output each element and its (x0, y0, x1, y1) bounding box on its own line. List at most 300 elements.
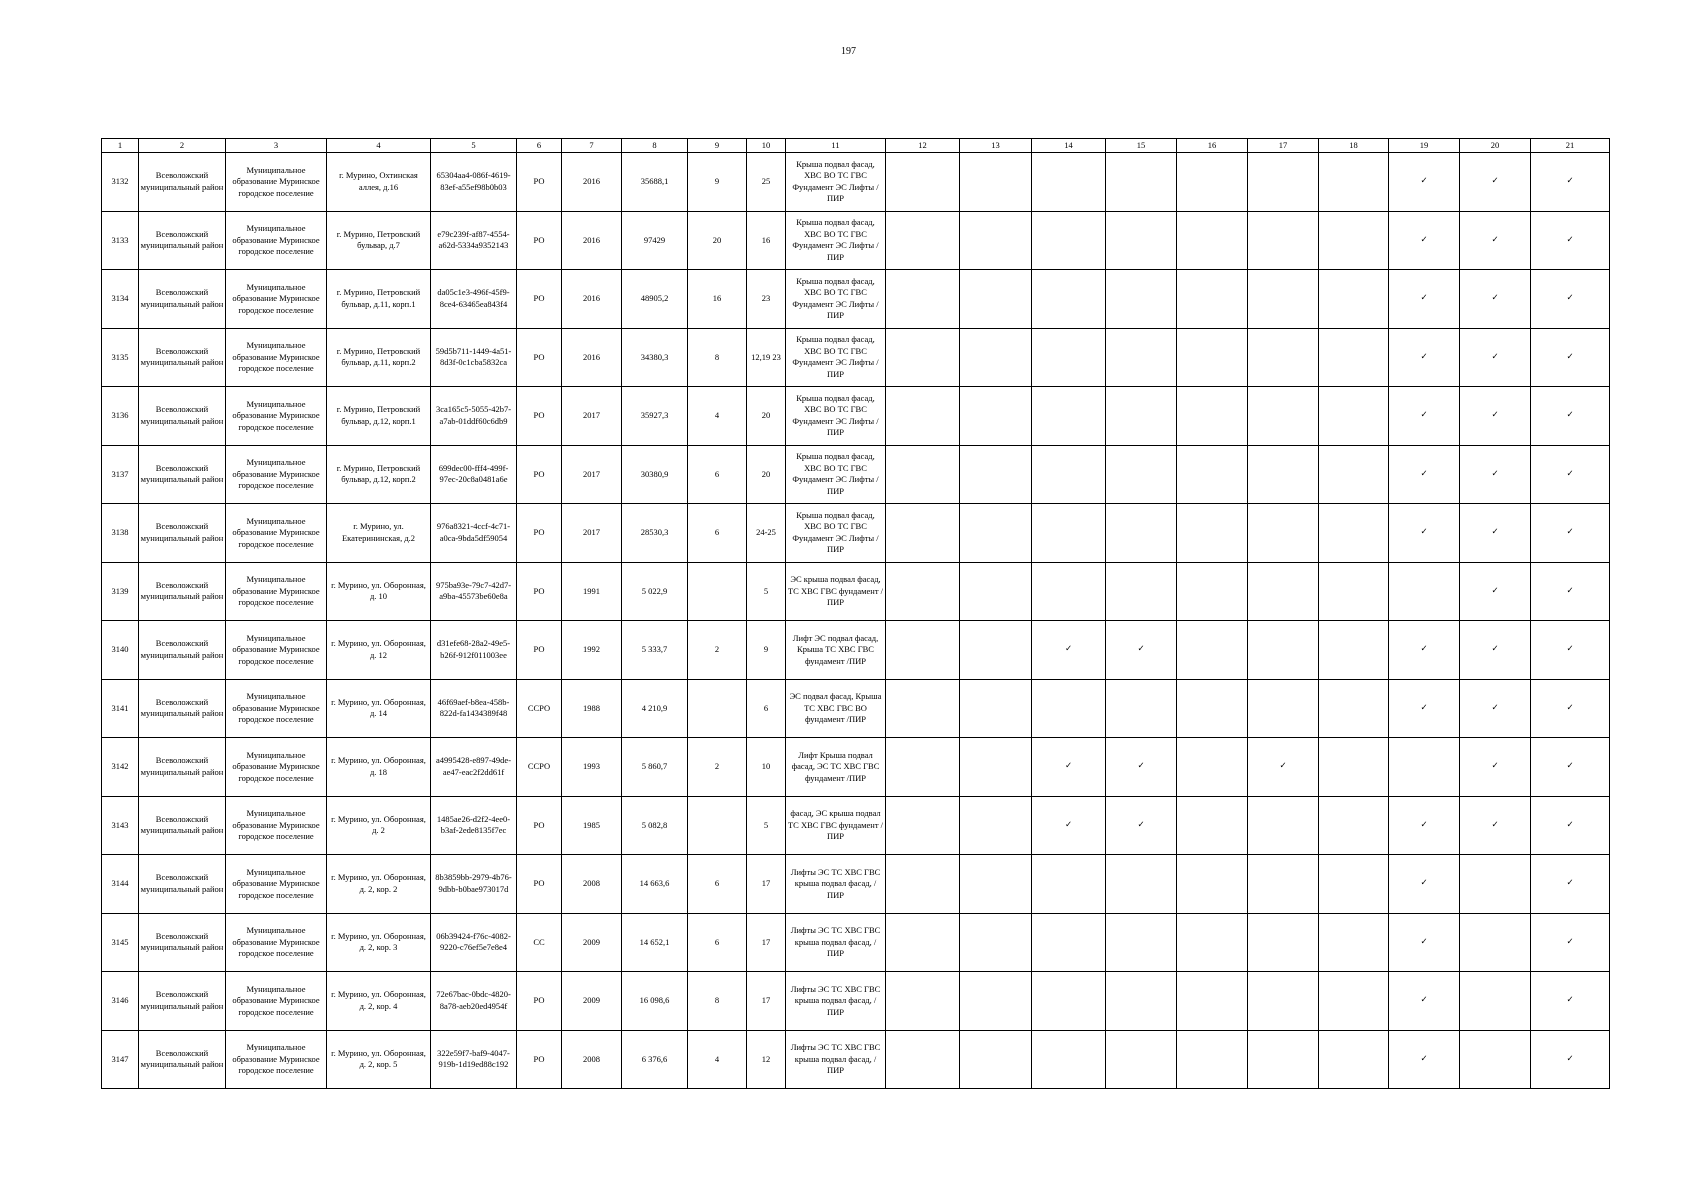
empty-cell (1177, 504, 1248, 563)
address-cell: г. Мурино, Петровский бульвар, д.11, корп.2 (327, 328, 431, 387)
empty-cell (886, 621, 960, 680)
guid-cell: 72e67bac-0bdc-4820-8a78-aeb20ed4954f (431, 972, 517, 1031)
empty-cell (1319, 328, 1389, 387)
guid-cell: 322e59f7-baf9-4047-919b-1d19ed88c192 (431, 1030, 517, 1089)
municipality-cell: Муниципальное образование Муринское городское поселение (226, 211, 327, 270)
area-cell: 6 376,6 (622, 1030, 688, 1089)
check-mark-icon: ✓ (1460, 328, 1531, 387)
empty-cell (1177, 1030, 1248, 1089)
table-row (102, 796, 1610, 855)
entrances-cell: 24-25 (747, 504, 786, 563)
empty-cell (1106, 153, 1177, 212)
guid-cell: e79c239f-af87-4554-a62d-5334a9352143 (431, 211, 517, 270)
empty-cell (960, 387, 1032, 446)
column-header: 16 (1177, 139, 1248, 153)
year-cell: 2009 (562, 972, 622, 1031)
municipality-cell: Муниципальное образование Муринское городское поселение (226, 270, 327, 329)
works-cell: Лифты ЭС ТС ХВС ГВС крыша подвал фасад, /ПИР (786, 1030, 886, 1089)
type-cell: РО (517, 211, 562, 270)
empty-cell (1319, 1030, 1389, 1089)
column-header: 19 (1389, 139, 1460, 153)
empty-cell (886, 1030, 960, 1089)
empty-cell (1106, 913, 1177, 972)
table-row (102, 328, 1610, 387)
column-header: 2 (139, 139, 226, 153)
row-id-cell: 3147 (102, 1030, 139, 1089)
column-header: 8 (622, 139, 688, 153)
type-cell: РО (517, 972, 562, 1031)
year-cell: 2009 (562, 913, 622, 972)
empty-cell (1177, 387, 1248, 446)
check-mark-icon: ✓ (1106, 621, 1177, 680)
district-cell: Всеволожский муниципальный район (139, 387, 226, 446)
row-id-cell: 3133 (102, 211, 139, 270)
guid-cell: 1485ae26-d2f2-4ee0-b3af-2ede8135f7ec (431, 796, 517, 855)
empty-cell (1319, 972, 1389, 1031)
empty-cell (1032, 855, 1106, 914)
empty-cell (1319, 621, 1389, 680)
district-cell: Всеволожский муниципальный район (139, 738, 226, 797)
empty-cell (1248, 796, 1319, 855)
empty-cell (1319, 738, 1389, 797)
empty-cell (1177, 855, 1248, 914)
entrances-cell: 23 (747, 270, 786, 329)
table-row (102, 972, 1610, 1031)
empty-cell (1177, 621, 1248, 680)
empty-cell (886, 387, 960, 446)
municipality-cell: Муниципальное образование Муринское городское поселение (226, 328, 327, 387)
empty-cell (1248, 1030, 1319, 1089)
table-row (102, 1030, 1610, 1089)
row-id-cell: 3146 (102, 972, 139, 1031)
column-header: 17 (1248, 139, 1319, 153)
check-mark-icon: ✓ (1531, 153, 1610, 212)
floors-cell: 4 (688, 1030, 747, 1089)
empty-cell (1177, 445, 1248, 504)
area-cell: 14 652,1 (622, 913, 688, 972)
municipality-cell: Муниципальное образование Муринское городское поселение (226, 387, 327, 446)
check-mark-icon: ✓ (1248, 738, 1319, 797)
guid-cell: 3ca165c5-5055-42b7-a7ab-01ddf60c6db9 (431, 387, 517, 446)
column-header: 4 (327, 139, 431, 153)
empty-cell (960, 913, 1032, 972)
guid-cell: 06b39424-f76c-4082-9220-c76ef5e7e8e4 (431, 913, 517, 972)
empty-cell (886, 796, 960, 855)
empty-cell (1319, 855, 1389, 914)
empty-cell (1106, 328, 1177, 387)
entrances-cell: 5 (747, 562, 786, 621)
row-id-cell: 3139 (102, 562, 139, 621)
area-cell: 4 210,9 (622, 679, 688, 738)
municipality-cell: Муниципальное образование Муринское городское поселение (226, 972, 327, 1031)
municipality-cell: Муниципальное образование Муринское городское поселение (226, 796, 327, 855)
register-table (101, 138, 1610, 1089)
entrances-cell: 25 (747, 153, 786, 212)
empty-cell (886, 445, 960, 504)
check-mark-icon: ✓ (1460, 738, 1531, 797)
column-header: 12 (886, 139, 960, 153)
check-mark-icon: ✓ (1032, 621, 1106, 680)
floors-cell: 6 (688, 913, 747, 972)
area-cell: 30380,9 (622, 445, 688, 504)
guid-cell: 46f69aef-b8ea-458b-822d-fa1434389f48 (431, 679, 517, 738)
type-cell: РО (517, 270, 562, 329)
address-cell: г. Мурино, ул. Оборонная, д. 2, кор. 5 (327, 1030, 431, 1089)
area-cell: 35927,3 (622, 387, 688, 446)
guid-cell: d31efe68-28a2-49e5-b26f-912f011003ee (431, 621, 517, 680)
works-cell: Крыша подвал фасад, ХВС ВО ТС ГВС Фундамент ЭС Лифты /ПИР (786, 328, 886, 387)
table-row (102, 855, 1610, 914)
empty-cell (1248, 913, 1319, 972)
type-cell: РО (517, 387, 562, 446)
entrances-cell: 9 (747, 621, 786, 680)
district-cell: Всеволожский муниципальный район (139, 796, 226, 855)
empty-cell (1032, 153, 1106, 212)
floors-cell: 4 (688, 387, 747, 446)
empty-cell (1177, 679, 1248, 738)
empty-cell (1032, 328, 1106, 387)
empty-cell (1032, 445, 1106, 504)
municipality-cell: Муниципальное образование Муринское городское поселение (226, 445, 327, 504)
empty-cell (886, 211, 960, 270)
entrances-cell: 12,19 23 (747, 328, 786, 387)
row-id-cell: 3142 (102, 738, 139, 797)
entrances-cell: 16 (747, 211, 786, 270)
table-row (102, 153, 1610, 212)
works-cell: Крыша подвал фасад, ХВС ВО ТС ГВС Фундамент ЭС Лифты /ПИР (786, 153, 886, 212)
column-header: 20 (1460, 139, 1531, 153)
empty-cell (886, 504, 960, 563)
district-cell: Всеволожский муниципальный район (139, 153, 226, 212)
empty-cell (1248, 972, 1319, 1031)
floors-cell (688, 796, 747, 855)
empty-cell (1248, 562, 1319, 621)
empty-cell (960, 738, 1032, 797)
works-cell: Лифт Крыша подвал фасад, ЭС ТС ХВС ГВС фундамент /ПИР (786, 738, 886, 797)
floors-cell: 9 (688, 153, 747, 212)
area-cell: 48905,2 (622, 270, 688, 329)
municipality-cell: Муниципальное образование Муринское городское поселение (226, 738, 327, 797)
empty-cell (1248, 504, 1319, 563)
entrances-cell: 17 (747, 972, 786, 1031)
empty-cell (1177, 211, 1248, 270)
year-cell: 1991 (562, 562, 622, 621)
column-header: 18 (1319, 139, 1389, 153)
municipality-cell: Муниципальное образование Муринское городское поселение (226, 562, 327, 621)
guid-cell: 975ba93e-79c7-42d7-a9ba-45573be60e8a (431, 562, 517, 621)
row-id-cell: 3138 (102, 504, 139, 563)
address-cell: г. Мурино, ул. Оборонная, д. 10 (327, 562, 431, 621)
works-cell: ЭС крыша подвал фасад, ТС ХВС ГВС фундамент /ПИР (786, 562, 886, 621)
type-cell: СС (517, 913, 562, 972)
check-mark-icon: ✓ (1531, 328, 1610, 387)
check-mark-icon: ✓ (1460, 387, 1531, 446)
address-cell: г. Мурино, ул. Оборонная, д. 14 (327, 679, 431, 738)
empty-cell (960, 153, 1032, 212)
column-header: 11 (786, 139, 886, 153)
address-cell: г. Мурино, ул. Оборонная, д. 2, кор. 2 (327, 855, 431, 914)
empty-cell (960, 562, 1032, 621)
works-cell: Лифты ЭС ТС ХВС ГВС крыша подвал фасад, /ПИР (786, 855, 886, 914)
floors-cell: 2 (688, 621, 747, 680)
column-header: 1 (102, 139, 139, 153)
check-mark-icon: ✓ (1389, 796, 1460, 855)
area-cell: 5 082,8 (622, 796, 688, 855)
table-row (102, 679, 1610, 738)
district-cell: Всеволожский муниципальный район (139, 328, 226, 387)
empty-cell (1248, 328, 1319, 387)
empty-cell (960, 504, 1032, 563)
empty-cell (960, 972, 1032, 1031)
address-cell: г. Мурино, ул. Оборонная, д. 18 (327, 738, 431, 797)
column-header: 15 (1106, 139, 1177, 153)
check-mark-icon: ✓ (1389, 621, 1460, 680)
check-mark-icon: ✓ (1531, 504, 1610, 563)
check-mark-icon: ✓ (1389, 679, 1460, 738)
empty-cell (1319, 679, 1389, 738)
district-cell: Всеволожский муниципальный район (139, 445, 226, 504)
page-number: 197 (841, 46, 856, 57)
entrances-cell: 17 (747, 855, 786, 914)
district-cell: Всеволожский муниципальный район (139, 855, 226, 914)
guid-cell: a4995428-e897-49de-ae47-eac2f2dd61f (431, 738, 517, 797)
empty-cell (1106, 211, 1177, 270)
floors-cell: 6 (688, 855, 747, 914)
check-mark-icon: ✓ (1531, 387, 1610, 446)
check-mark-icon: ✓ (1531, 621, 1610, 680)
empty-cell (1177, 913, 1248, 972)
check-mark-icon: ✓ (1460, 679, 1531, 738)
empty-cell (1248, 679, 1319, 738)
empty-cell (1032, 270, 1106, 329)
type-cell: РО (517, 445, 562, 504)
area-cell: 5 022,9 (622, 562, 688, 621)
entrances-cell: 20 (747, 445, 786, 504)
year-cell: 2016 (562, 211, 622, 270)
check-mark-icon: ✓ (1531, 738, 1610, 797)
entrances-cell: 17 (747, 913, 786, 972)
empty-cell (886, 270, 960, 329)
empty-cell (1177, 972, 1248, 1031)
column-header: 10 (747, 139, 786, 153)
area-cell: 34380,3 (622, 328, 688, 387)
row-id-cell: 3145 (102, 913, 139, 972)
area-cell: 97429 (622, 211, 688, 270)
address-cell: г. Мурино, Охтинская аллея, д.16 (327, 153, 431, 212)
table-row (102, 504, 1610, 563)
year-cell: 1993 (562, 738, 622, 797)
type-cell: ССРО (517, 679, 562, 738)
table-row (102, 738, 1610, 797)
empty-cell (886, 855, 960, 914)
column-header: 14 (1032, 139, 1106, 153)
area-cell: 5 860,7 (622, 738, 688, 797)
area-cell: 35688,1 (622, 153, 688, 212)
empty-cell (960, 1030, 1032, 1089)
empty-cell (886, 738, 960, 797)
check-mark-icon: ✓ (1460, 621, 1531, 680)
empty-cell (1319, 445, 1389, 504)
type-cell: РО (517, 504, 562, 563)
empty-cell (960, 621, 1032, 680)
check-mark-icon: ✓ (1531, 796, 1610, 855)
type-cell: РО (517, 621, 562, 680)
empty-cell (886, 328, 960, 387)
table-row (102, 621, 1610, 680)
empty-cell (1319, 913, 1389, 972)
works-cell: Крыша подвал фасад, ХВС ВО ТС ГВС Фундамент ЭС Лифты /ПИР (786, 211, 886, 270)
empty-cell (1032, 387, 1106, 446)
empty-cell (1319, 387, 1389, 446)
column-header: 21 (1531, 139, 1610, 153)
check-mark-icon: ✓ (1389, 211, 1460, 270)
district-cell: Всеволожский муниципальный район (139, 270, 226, 329)
empty-cell (1319, 562, 1389, 621)
address-cell: г. Мурино, ул. Оборонная, д. 2, кор. 4 (327, 972, 431, 1031)
empty-cell (1460, 855, 1531, 914)
empty-cell (1248, 855, 1319, 914)
empty-cell (960, 328, 1032, 387)
empty-cell (1319, 153, 1389, 212)
empty-cell (1106, 972, 1177, 1031)
check-mark-icon: ✓ (1531, 270, 1610, 329)
empty-cell (1032, 1030, 1106, 1089)
empty-cell (1177, 328, 1248, 387)
floors-cell: 20 (688, 211, 747, 270)
empty-cell (960, 679, 1032, 738)
check-mark-icon: ✓ (1032, 796, 1106, 855)
year-cell: 2016 (562, 328, 622, 387)
empty-cell (1032, 913, 1106, 972)
check-mark-icon: ✓ (1032, 738, 1106, 797)
municipality-cell: Муниципальное образование Муринское городское поселение (226, 504, 327, 563)
type-cell: РО (517, 328, 562, 387)
year-cell: 2017 (562, 387, 622, 446)
check-mark-icon: ✓ (1531, 913, 1610, 972)
empty-cell (1248, 621, 1319, 680)
floors-cell: 16 (688, 270, 747, 329)
guid-cell: da05c1e3-496f-45f9-8ce4-63465ea843f4 (431, 270, 517, 329)
empty-cell (1106, 387, 1177, 446)
year-cell: 2016 (562, 153, 622, 212)
table-row (102, 387, 1610, 446)
check-mark-icon: ✓ (1531, 972, 1610, 1031)
empty-cell (1319, 796, 1389, 855)
empty-cell (1106, 679, 1177, 738)
empty-cell (1319, 270, 1389, 329)
check-mark-icon: ✓ (1106, 796, 1177, 855)
empty-cell (1106, 270, 1177, 329)
empty-cell (1460, 913, 1531, 972)
address-cell: г. Мурино, ул. Оборонная, д. 2, кор. 3 (327, 913, 431, 972)
empty-cell (1389, 562, 1460, 621)
empty-cell (1032, 504, 1106, 563)
empty-cell (1319, 504, 1389, 563)
municipality-cell: Муниципальное образование Муринское городское поселение (226, 855, 327, 914)
check-mark-icon: ✓ (1531, 562, 1610, 621)
empty-cell (1177, 738, 1248, 797)
empty-cell (886, 913, 960, 972)
check-mark-icon: ✓ (1460, 211, 1531, 270)
check-mark-icon: ✓ (1389, 153, 1460, 212)
district-cell: Всеволожский муниципальный район (139, 504, 226, 563)
empty-cell (1248, 387, 1319, 446)
year-cell: 1992 (562, 621, 622, 680)
check-mark-icon: ✓ (1531, 211, 1610, 270)
empty-cell (1106, 1030, 1177, 1089)
floors-cell: 6 (688, 445, 747, 504)
district-cell: Всеволожский муниципальный район (139, 972, 226, 1031)
empty-cell (1319, 211, 1389, 270)
guid-cell: 699dec00-fff4-499f-97ec-20c8a0481a6e (431, 445, 517, 504)
check-mark-icon: ✓ (1460, 270, 1531, 329)
row-id-cell: 3137 (102, 445, 139, 504)
check-mark-icon: ✓ (1460, 796, 1531, 855)
empty-cell (1032, 679, 1106, 738)
table-row (102, 913, 1610, 972)
row-id-cell: 3136 (102, 387, 139, 446)
entrances-cell: 10 (747, 738, 786, 797)
empty-cell (960, 211, 1032, 270)
check-mark-icon: ✓ (1460, 504, 1531, 563)
table-row (102, 562, 1610, 621)
row-id-cell: 3132 (102, 153, 139, 212)
works-cell: ЭС подвал фасад, Крыша ТС ХВС ГВС ВО фундамент /ПИР (786, 679, 886, 738)
empty-cell (1032, 972, 1106, 1031)
empty-cell (1106, 504, 1177, 563)
empty-cell (1177, 270, 1248, 329)
check-mark-icon: ✓ (1460, 445, 1531, 504)
column-header: 5 (431, 139, 517, 153)
year-cell: 2008 (562, 855, 622, 914)
works-cell: Лифты ЭС ТС ХВС ГВС крыша подвал фасад, /ПИР (786, 913, 886, 972)
check-mark-icon: ✓ (1389, 855, 1460, 914)
empty-cell (960, 445, 1032, 504)
entrances-cell: 6 (747, 679, 786, 738)
municipality-cell: Муниципальное образование Муринское городское поселение (226, 1030, 327, 1089)
check-mark-icon: ✓ (1389, 1030, 1460, 1089)
empty-cell (1032, 562, 1106, 621)
district-cell: Всеволожский муниципальный район (139, 621, 226, 680)
empty-cell (1106, 562, 1177, 621)
check-mark-icon: ✓ (1389, 328, 1460, 387)
works-cell: фасад, ЭС крыша подвал ТС ХВС ГВС фундамент /ПИР (786, 796, 886, 855)
year-cell: 2017 (562, 445, 622, 504)
municipality-cell: Муниципальное образование Муринское городское поселение (226, 621, 327, 680)
floors-cell: 8 (688, 328, 747, 387)
check-mark-icon: ✓ (1389, 445, 1460, 504)
entrances-cell: 12 (747, 1030, 786, 1089)
empty-cell (1248, 445, 1319, 504)
works-cell: Крыша подвал фасад, ХВС ВО ТС ГВС Фундамент ЭС Лифты /ПИР (786, 387, 886, 446)
works-cell: Крыша подвал фасад, ХВС ВО ТС ГВС Фундамент ЭС Лифты /ПИР (786, 270, 886, 329)
address-cell: г. Мурино, Петровский бульвар, д.7 (327, 211, 431, 270)
year-cell: 2016 (562, 270, 622, 329)
column-header: 13 (960, 139, 1032, 153)
area-cell: 5 333,7 (622, 621, 688, 680)
floors-cell (688, 679, 747, 738)
empty-cell (1106, 445, 1177, 504)
check-mark-icon: ✓ (1531, 445, 1610, 504)
works-cell: Крыша подвал фасад, ХВС ВО ТС ГВС Фундамент ЭС Лифты /ПИР (786, 504, 886, 563)
column-header: 3 (226, 139, 327, 153)
row-id-cell: 3141 (102, 679, 139, 738)
district-cell: Всеволожский муниципальный район (139, 1030, 226, 1089)
type-cell: РО (517, 855, 562, 914)
municipality-cell: Муниципальное образование Муринское городское поселение (226, 679, 327, 738)
empty-cell (960, 270, 1032, 329)
empty-cell (1248, 211, 1319, 270)
